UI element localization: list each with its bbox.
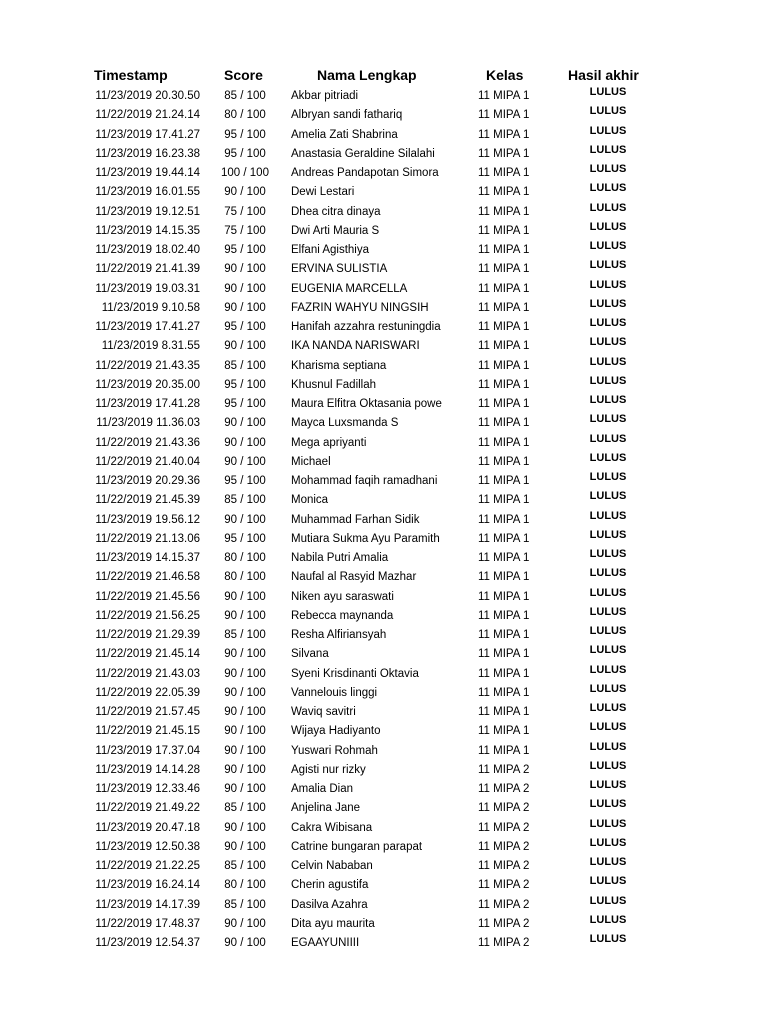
cell-timestamp: 11/23/2019 9.10.58 xyxy=(101,301,200,314)
cell-name: Michael xyxy=(291,455,331,468)
cell-kelas: 11 MIPA 1 xyxy=(478,744,530,757)
cell-name: Mutiara Sukma Ayu Paramith xyxy=(291,532,440,545)
cell-hasil: LULUS xyxy=(589,528,627,541)
cell-score: 90 / 100 xyxy=(224,706,266,718)
table-row xyxy=(0,550,768,569)
cell-timestamp: 11/22/2019 21.45.39 xyxy=(95,494,200,507)
table-row xyxy=(0,165,768,184)
cell-timestamp: 11/23/2019 12.54.37 xyxy=(95,937,200,949)
cell-hasil: LULUS xyxy=(589,721,627,734)
cell-name: IKA NANDA NARISWARI xyxy=(291,340,420,353)
header-score: Score xyxy=(224,67,263,83)
cell-hasil: LULUS xyxy=(589,490,627,503)
cell-hasil: LULUS xyxy=(589,297,627,310)
cell-name: Nabila Putri Amalia xyxy=(291,552,389,564)
header-timestamp: Timestamp xyxy=(94,67,168,83)
cell-kelas: 11 MIPA 2 xyxy=(478,917,530,930)
table-row xyxy=(0,107,768,126)
table-row xyxy=(0,723,768,742)
cell-kelas: 11 MIPA 1 xyxy=(478,147,530,160)
cell-kelas: 11 MIPA 2 xyxy=(478,937,530,949)
table-row xyxy=(0,297,768,319)
cell-hasil: LULUS xyxy=(589,509,627,522)
cell-kelas: 11 MIPA 1 xyxy=(478,340,530,353)
cell-hasil: LULUS xyxy=(589,355,627,368)
cell-timestamp: 11/22/2019 21.56.25 xyxy=(95,609,200,622)
cell-hasil: LULUS xyxy=(589,894,627,907)
table-row xyxy=(0,682,768,704)
cell-hasil: LULUS xyxy=(589,394,627,406)
table-row xyxy=(0,759,768,781)
cell-name: Cherin agustifa xyxy=(291,879,369,892)
cell-score: 85 / 100 xyxy=(224,860,266,872)
cell-timestamp: 11/23/2019 19.12.51 xyxy=(95,205,200,218)
cell-kelas: 11 MIPA 1 xyxy=(478,532,530,545)
cell-timestamp: 11/22/2019 21.29.39 xyxy=(95,629,200,641)
cell-kelas: 11 MIPA 1 xyxy=(478,321,530,333)
cell-timestamp: 11/23/2019 20.29.36 xyxy=(95,475,200,487)
header-name: Nama Lengkap xyxy=(317,67,417,83)
cell-score: 90 / 100 xyxy=(224,783,266,795)
cell-score: 95 / 100 xyxy=(224,475,266,487)
cell-score: 90 / 100 xyxy=(224,282,266,295)
cell-hasil: LULUS xyxy=(589,548,627,560)
cell-name: Khusnul Fadillah xyxy=(291,378,377,391)
cell-kelas: 11 MIPA 1 xyxy=(478,417,530,430)
cell-hasil: LULUS xyxy=(589,182,627,195)
cell-timestamp: 11/23/2019 16.24.14 xyxy=(95,879,200,892)
cell-kelas: 11 MIPA 1 xyxy=(478,706,530,718)
cell-kelas: 11 MIPA 1 xyxy=(478,513,530,526)
cell-hasil: LULUS xyxy=(589,625,627,637)
cell-score: 85 / 100 xyxy=(224,90,266,102)
cell-hasil: LULUS xyxy=(589,201,627,214)
cell-kelas: 11 MIPA 1 xyxy=(478,205,530,218)
cell-kelas: 11 MIPA 2 xyxy=(478,821,530,834)
table-body xyxy=(0,88,768,954)
table-row xyxy=(0,935,768,954)
cell-score: 90 / 100 xyxy=(224,417,266,430)
cell-hasil: LULUS xyxy=(589,702,627,714)
cell-timestamp: 11/23/2019 14.14.28 xyxy=(95,763,200,776)
cell-name: Maura Elfitra Oktasania powe xyxy=(291,398,442,410)
cell-name: Dasilva Azahra xyxy=(291,898,368,911)
cell-score: 85 / 100 xyxy=(224,494,266,507)
table-row xyxy=(0,646,768,665)
header-kelas: Kelas xyxy=(486,67,524,83)
cell-hasil: LULUS xyxy=(589,163,627,175)
cell-score: 90 / 100 xyxy=(224,840,266,853)
cell-score: 90 / 100 xyxy=(224,648,266,661)
table-row xyxy=(0,88,768,107)
cell-score: 95 / 100 xyxy=(224,244,266,256)
cell-name: Dhea citra dinaya xyxy=(291,205,381,218)
cell-name: Akbar pitriadi xyxy=(291,90,359,102)
cell-score: 90 / 100 xyxy=(224,609,266,622)
cell-timestamp: 11/23/2019 19.03.31 xyxy=(95,282,200,295)
cell-kelas: 11 MIPA 2 xyxy=(478,898,530,911)
table-row xyxy=(0,509,768,531)
cell-timestamp: 11/22/2019 21.43.36 xyxy=(95,436,200,449)
cell-hasil: LULUS xyxy=(589,913,627,926)
table-row xyxy=(0,528,768,550)
cell-timestamp: 11/22/2019 21.40.04 xyxy=(95,455,200,468)
cell-timestamp: 11/22/2019 21.45.14 xyxy=(95,648,200,661)
cell-name: Vannelouis linggi xyxy=(291,686,378,699)
cell-timestamp: 11/22/2019 21.43.03 xyxy=(95,667,200,680)
cell-score: 95 / 100 xyxy=(224,378,266,391)
cell-kelas: 11 MIPA 1 xyxy=(478,436,530,449)
cell-name: Muhammad Farhan Sidik xyxy=(291,513,420,526)
cell-kelas: 11 MIPA 1 xyxy=(478,359,530,372)
cell-name: Waviq savitri xyxy=(291,706,356,718)
cell-kelas: 11 MIPA 1 xyxy=(478,552,530,564)
table-row xyxy=(0,220,768,242)
cell-hasil: LULUS xyxy=(589,86,627,98)
table-row xyxy=(0,415,768,434)
table-row xyxy=(0,913,768,935)
table-row xyxy=(0,338,768,357)
cell-score: 100 / 100 xyxy=(221,167,269,179)
table-row xyxy=(0,124,768,146)
cell-timestamp: 11/22/2019 21.57.45 xyxy=(95,706,200,718)
cell-kelas: 11 MIPA 1 xyxy=(478,725,530,738)
cell-hasil: LULUS xyxy=(589,336,627,349)
cell-kelas: 11 MIPA 1 xyxy=(478,263,530,276)
cell-hasil: LULUS xyxy=(589,317,627,329)
cell-name: Rebecca maynanda xyxy=(291,609,394,622)
cell-timestamp: 11/23/2019 14.15.35 xyxy=(95,224,200,237)
cell-kelas: 11 MIPA 1 xyxy=(478,455,530,468)
cell-hasil: LULUS xyxy=(589,663,627,676)
cell-name: Amalia Dian xyxy=(291,783,353,795)
cell-score: 85 / 100 xyxy=(224,802,266,815)
cell-kelas: 11 MIPA 1 xyxy=(478,186,530,199)
cell-kelas: 11 MIPA 2 xyxy=(478,860,530,872)
cell-hasil: LULUS xyxy=(589,682,627,695)
cell-hasil: LULUS xyxy=(589,779,627,791)
cell-name: Resha Alfiriansyah xyxy=(291,629,387,641)
cell-name: Dewi Lestari xyxy=(291,186,355,199)
table-row xyxy=(0,242,768,261)
cell-name: Cakra Wibisana xyxy=(291,821,373,834)
cell-name: Albryan sandi fathariq xyxy=(291,109,403,122)
cell-kelas: 11 MIPA 1 xyxy=(478,90,530,102)
cell-kelas: 11 MIPA 1 xyxy=(478,109,530,122)
cell-score: 90 / 100 xyxy=(224,186,266,199)
cell-hasil: LULUS xyxy=(589,798,627,811)
cell-timestamp: 11/22/2019 22.05.39 xyxy=(95,686,200,699)
cell-name: Anjelina Jane xyxy=(291,802,361,815)
cell-score: 95 / 100 xyxy=(224,398,266,410)
cell-name: Mohammad faqih ramadhani xyxy=(291,475,438,487)
cell-name: Naufal al Rasyid Mazhar xyxy=(291,571,417,584)
table-row xyxy=(0,278,768,300)
cell-name: Mayca Luxsmanda S xyxy=(291,417,399,430)
cell-score: 80 / 100 xyxy=(224,879,266,892)
cell-timestamp: 11/23/2019 16.01.55 xyxy=(95,186,200,199)
cell-hasil: LULUS xyxy=(589,278,627,291)
cell-timestamp: 11/23/2019 20.47.18 xyxy=(95,821,200,834)
cell-hasil: LULUS xyxy=(589,856,627,868)
cell-name: Anastasia Geraldine Silalahi xyxy=(291,147,435,160)
cell-name: EUGENIA MARCELLA xyxy=(291,282,408,295)
cell-hasil: LULUS xyxy=(589,374,627,387)
cell-score: 90 / 100 xyxy=(224,590,266,603)
cell-score: 90 / 100 xyxy=(224,667,266,680)
cell-kelas: 11 MIPA 1 xyxy=(478,167,530,179)
cell-hasil: LULUS xyxy=(589,817,627,830)
cell-name: Kharisma septiana xyxy=(291,359,387,372)
cell-timestamp: 11/23/2019 20.30.50 xyxy=(95,90,200,102)
header-hasil: Hasil akhir xyxy=(568,67,639,83)
cell-score: 90 / 100 xyxy=(224,917,266,930)
cell-name: Agisti nur rizky xyxy=(291,763,366,776)
cell-name: Dita ayu maurita xyxy=(291,917,375,930)
cell-score: 80 / 100 xyxy=(224,109,266,122)
cell-timestamp: 11/22/2019 21.45.56 xyxy=(95,590,200,603)
table-row xyxy=(0,432,768,454)
cell-timestamp: 11/22/2019 21.24.14 xyxy=(95,109,200,122)
cell-timestamp: 11/23/2019 12.33.46 xyxy=(95,783,200,795)
table-row xyxy=(0,817,768,839)
cell-name: Celvin Nababan xyxy=(291,860,373,872)
cell-kelas: 11 MIPA 1 xyxy=(478,648,530,661)
cell-score: 90 / 100 xyxy=(224,763,266,776)
cell-score: 95 / 100 xyxy=(224,147,266,160)
cell-score: 90 / 100 xyxy=(224,436,266,449)
cell-kelas: 11 MIPA 1 xyxy=(478,686,530,699)
cell-score: 95 / 100 xyxy=(224,321,266,333)
cell-hasil: LULUS xyxy=(589,143,627,156)
cell-timestamp: 11/23/2019 12.50.38 xyxy=(95,840,200,853)
cell-kelas: 11 MIPA 1 xyxy=(478,301,530,314)
cell-timestamp: 11/22/2019 21.13.06 xyxy=(95,532,200,545)
cell-kelas: 11 MIPA 1 xyxy=(478,378,530,391)
cell-name: Andreas Pandapotan Simora xyxy=(291,167,439,179)
cell-timestamp: 11/23/2019 11.36.03 xyxy=(96,417,200,430)
cell-kelas: 11 MIPA 1 xyxy=(478,475,530,487)
table-row xyxy=(0,605,768,627)
cell-timestamp: 11/23/2019 17.41.27 xyxy=(95,128,200,141)
cell-kelas: 11 MIPA 1 xyxy=(478,590,530,603)
cell-hasil: LULUS xyxy=(589,759,627,772)
cell-timestamp: 11/23/2019 17.41.27 xyxy=(95,321,200,333)
cell-name: Elfani Agisthiya xyxy=(291,244,369,256)
cell-kelas: 11 MIPA 1 xyxy=(478,128,530,141)
cell-timestamp: 11/22/2019 21.43.35 xyxy=(95,359,200,372)
table-row xyxy=(0,858,768,877)
cell-score: 95 / 100 xyxy=(224,532,266,545)
cell-score: 90 / 100 xyxy=(224,821,266,834)
cell-kelas: 11 MIPA 1 xyxy=(478,224,530,237)
table-row xyxy=(0,704,768,723)
table-row xyxy=(0,492,768,511)
cell-hasil: LULUS xyxy=(589,644,627,657)
cell-name: Syeni Krisdinanti Oktavia xyxy=(291,667,419,680)
table-row xyxy=(0,663,768,685)
cell-hasil: LULUS xyxy=(589,933,627,945)
cell-timestamp: 11/23/2019 17.41.28 xyxy=(95,398,200,410)
cell-score: 75 / 100 xyxy=(224,224,266,237)
cell-timestamp: 11/22/2019 17.48.37 xyxy=(95,917,200,930)
cell-timestamp: 11/23/2019 20.35.00 xyxy=(95,378,200,391)
cell-timestamp: 11/22/2019 21.49.22 xyxy=(95,802,200,815)
table-row xyxy=(0,894,768,916)
cell-hasil: LULUS xyxy=(589,471,627,483)
cell-timestamp: 11/23/2019 16.23.38 xyxy=(95,147,200,160)
cell-kelas: 11 MIPA 2 xyxy=(478,763,530,776)
cell-hasil: LULUS xyxy=(589,259,627,272)
cell-score: 85 / 100 xyxy=(224,629,266,641)
cell-score: 80 / 100 xyxy=(224,571,266,584)
cell-score: 90 / 100 xyxy=(224,744,266,757)
table-row xyxy=(0,836,768,858)
table-row xyxy=(0,781,768,800)
table-row xyxy=(0,800,768,819)
cell-timestamp: 11/23/2019 8.31.55 xyxy=(101,340,200,353)
cell-name: EGAAYUNIIII xyxy=(291,937,360,949)
cell-kelas: 11 MIPA 2 xyxy=(478,783,530,795)
cell-score: 90 / 100 xyxy=(224,301,266,314)
cell-kelas: 11 MIPA 1 xyxy=(478,609,530,622)
table-row xyxy=(0,201,768,223)
table-row xyxy=(0,184,768,203)
results-table xyxy=(0,62,768,954)
cell-timestamp: 11/22/2019 21.22.25 xyxy=(95,860,200,872)
cell-hasil: LULUS xyxy=(589,432,627,445)
cell-hasil: LULUS xyxy=(589,875,627,888)
cell-timestamp: 11/22/2019 21.45.15 xyxy=(95,725,200,738)
cell-score: 85 / 100 xyxy=(224,359,266,372)
cell-hasil: LULUS xyxy=(589,605,627,618)
table-header xyxy=(0,62,768,88)
cell-hasil: LULUS xyxy=(589,451,627,464)
cell-kelas: 11 MIPA 2 xyxy=(478,802,530,815)
cell-name: Mega apriyanti xyxy=(291,436,367,449)
cell-score: 90 / 100 xyxy=(224,937,266,949)
cell-score: 90 / 100 xyxy=(224,263,266,276)
cell-timestamp: 11/23/2019 14.15.37 xyxy=(95,552,200,564)
cell-kelas: 11 MIPA 1 xyxy=(478,494,530,507)
cell-name: Silvana xyxy=(291,648,329,661)
cell-name: Dwi Arti Mauria S xyxy=(291,224,380,237)
cell-kelas: 11 MIPA 2 xyxy=(478,879,530,892)
cell-score: 95 / 100 xyxy=(224,128,266,141)
cell-name: ERVINA SULISTIA xyxy=(291,263,388,276)
cell-hasil: LULUS xyxy=(589,567,627,580)
cell-score: 90 / 100 xyxy=(224,513,266,526)
cell-score: 85 / 100 xyxy=(224,898,266,911)
cell-name: Monica xyxy=(291,494,329,507)
table-row xyxy=(0,261,768,280)
table-row xyxy=(0,319,768,338)
cell-score: 90 / 100 xyxy=(224,686,266,699)
cell-timestamp: 11/23/2019 17.37.04 xyxy=(95,744,200,757)
cell-score: 75 / 100 xyxy=(224,205,266,218)
cell-timestamp: 11/22/2019 21.46.58 xyxy=(95,571,200,584)
cell-kelas: 11 MIPA 1 xyxy=(478,667,530,680)
cell-kelas: 11 MIPA 1 xyxy=(478,282,530,295)
cell-timestamp: 11/23/2019 18.02.40 xyxy=(95,244,200,256)
cell-kelas: 11 MIPA 2 xyxy=(478,840,530,853)
cell-name: Niken ayu saraswati xyxy=(291,590,394,603)
cell-hasil: LULUS xyxy=(589,220,627,233)
cell-kelas: 11 MIPA 1 xyxy=(478,571,530,584)
cell-name: Yuswari Rohmah xyxy=(291,744,378,757)
cell-name: Wijaya Hadiyanto xyxy=(291,725,381,738)
table-row xyxy=(0,740,768,762)
cell-score: 80 / 100 xyxy=(224,552,266,564)
cell-score: 90 / 100 xyxy=(224,455,266,468)
table-row xyxy=(0,143,768,165)
table-row xyxy=(0,355,768,377)
cell-kelas: 11 MIPA 1 xyxy=(478,629,530,641)
cell-hasil: LULUS xyxy=(589,586,627,599)
cell-hasil: LULUS xyxy=(589,413,627,426)
cell-name: Catrine bungaran parapat xyxy=(291,840,423,853)
table-row xyxy=(0,473,768,492)
cell-hasil: LULUS xyxy=(589,124,627,137)
table-row xyxy=(0,569,768,588)
table-row xyxy=(0,396,768,415)
cell-name: Hanifah azzahra restuningdia xyxy=(291,321,441,333)
cell-name: FAZRIN WAHYU NINGSIH xyxy=(291,301,429,314)
cell-timestamp: 11/23/2019 14.17.39 xyxy=(95,898,200,911)
cell-kelas: 11 MIPA 1 xyxy=(478,244,530,256)
table-row xyxy=(0,586,768,608)
cell-hasil: LULUS xyxy=(589,740,627,753)
cell-score: 90 / 100 xyxy=(224,340,266,353)
cell-hasil: LULUS xyxy=(589,836,627,849)
cell-name: Amelia Zati Shabrina xyxy=(291,128,398,141)
table-row xyxy=(0,877,768,896)
cell-hasil: LULUS xyxy=(589,240,627,252)
table-row xyxy=(0,627,768,646)
cell-score: 90 / 100 xyxy=(224,725,266,738)
table-row xyxy=(0,374,768,396)
cell-timestamp: 11/23/2019 19.56.12 xyxy=(95,513,200,526)
cell-kelas: 11 MIPA 1 xyxy=(478,398,530,410)
cell-timestamp: 11/22/2019 21.41.39 xyxy=(95,263,200,276)
cell-timestamp: 11/23/2019 19.44.14 xyxy=(95,167,200,179)
cell-hasil: LULUS xyxy=(589,105,627,118)
table-row xyxy=(0,451,768,473)
